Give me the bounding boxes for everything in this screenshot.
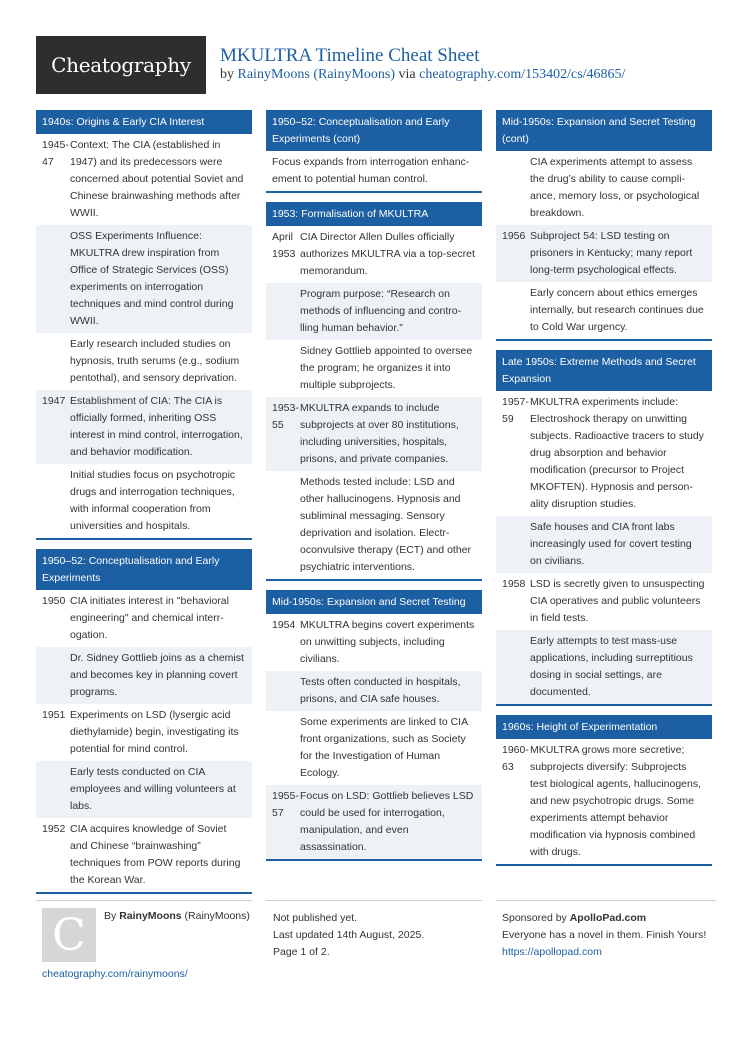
timeline-row bbox=[36, 134, 252, 225]
footer-divider bbox=[496, 900, 716, 901]
row-text: Focus on LSD: Gottlieb believes LSD could be used for interrogation, manipulation, and even assassination. bbox=[300, 790, 474, 853]
row-year bbox=[266, 674, 300, 708]
footer-divider bbox=[36, 900, 252, 901]
timeline-row bbox=[36, 647, 252, 704]
row-text: CIA Director Allen Dulles officially authorizes MKULTRA via a top-secret memorandum. bbox=[300, 231, 475, 277]
timeline-row bbox=[496, 630, 712, 704]
section-box bbox=[266, 110, 482, 193]
byline-via: via bbox=[398, 67, 416, 82]
timeline-row bbox=[266, 283, 482, 340]
row-year bbox=[36, 228, 70, 330]
row-text: CIA initiates interest in "behavioral engineering" and chemical interrogation. bbox=[70, 595, 229, 641]
timeline-row bbox=[496, 739, 712, 864]
row-text: Establishment of CIA: The CIA is officially formed, inheriting OSS interest in mind control, interrogation, and behavior modification. bbox=[70, 395, 243, 458]
column-3 bbox=[496, 110, 712, 875]
footer-author-name[interactable]: RainyMoons bbox=[119, 910, 182, 922]
row-year bbox=[36, 764, 70, 815]
timeline-row bbox=[266, 340, 482, 397]
page-number: Page 1 of 2. bbox=[273, 946, 330, 958]
footer-sponsor bbox=[502, 910, 712, 961]
row-text: Safe houses and CIA front labs increasingly used for covert testing on civilians. bbox=[530, 521, 692, 567]
row-year bbox=[36, 650, 70, 701]
timeline-row bbox=[36, 704, 252, 761]
section-heading: Mid-1950s: Expansion and Secret Testing (cont) bbox=[496, 110, 712, 151]
section-heading: 1950–52: Conceptualisation and Early Experiments bbox=[36, 549, 252, 590]
section-heading: 1953: Formalisation of MKULTRA bbox=[266, 202, 482, 226]
timeline-row bbox=[266, 711, 482, 785]
timeline-row bbox=[266, 397, 482, 471]
footer-author-handle: (RainyMoons) bbox=[184, 910, 250, 922]
timeline-row bbox=[266, 671, 482, 711]
row-year: 1956 bbox=[502, 230, 526, 242]
section-box bbox=[266, 202, 482, 581]
row-year: 1952 bbox=[42, 823, 66, 835]
timeline-row bbox=[496, 516, 712, 573]
section-heading: 1950–52: Conceptualisation and Early Experiments (cont) bbox=[266, 110, 482, 151]
timeline-row bbox=[36, 464, 252, 538]
page-title: MKULTRA Timeline Cheat Sheet bbox=[220, 45, 480, 66]
row-text: Context: The CIA (established in 1947) and its predecessors were concerned about potential Soviet and Chinese brainwashing methods after WWII. bbox=[70, 139, 244, 219]
sheet-url-link[interactable]: cheatography.com/153402/cs/46865/ bbox=[419, 67, 626, 82]
timeline-row bbox=[266, 151, 482, 191]
sponsor-prefix: Sponsored by bbox=[502, 912, 567, 924]
footer-divider bbox=[266, 900, 482, 901]
row-text: Sidney Gottlieb appointed to oversee the program; he organizes it into multiple subprojects. bbox=[300, 345, 473, 391]
timeline-row bbox=[496, 225, 712, 282]
footer-publish-info bbox=[273, 910, 424, 961]
row-year: 1947 bbox=[42, 395, 66, 407]
row-text: Program purpose: “Research on methods of influencing and controlling human behavior.” bbox=[300, 288, 462, 334]
timeline-row bbox=[266, 471, 482, 579]
section-heading: Mid-1950s: Expansion and Secret Testing bbox=[266, 590, 482, 614]
row-text: MKULTRA begins covert experiments on unwitting subjects, including civilians. bbox=[300, 619, 475, 665]
row-year: 1953-55 bbox=[272, 402, 299, 431]
row-year: 1950 bbox=[42, 595, 66, 607]
row-year bbox=[496, 154, 530, 222]
published-status: Not published yet. bbox=[273, 912, 358, 924]
timeline-row bbox=[36, 818, 252, 892]
section-box bbox=[496, 715, 712, 866]
sponsor-line bbox=[502, 910, 712, 927]
row-year: 1951 bbox=[42, 709, 66, 721]
section-box bbox=[36, 549, 252, 894]
column-2 bbox=[266, 110, 482, 870]
section-box bbox=[496, 110, 712, 341]
row-text: Tests often conducted in hospitals, prisons, and CIA safe houses. bbox=[300, 676, 461, 705]
byline-prefix: by bbox=[220, 67, 234, 82]
sponsor-tagline: Everyone has a novel in them. Finish Yours! bbox=[502, 929, 707, 941]
timeline-row bbox=[266, 614, 482, 671]
row-year bbox=[496, 519, 530, 570]
row-text: Some experiments are linked to CIA front organizations, such as Society for the Investigation of Human Ecology. bbox=[300, 716, 468, 779]
row-year: 1957-59 bbox=[502, 396, 529, 425]
last-updated: Last updated 14th August, 2025. bbox=[273, 929, 425, 941]
section-heading: 1940s: Origins & Early CIA Interest bbox=[36, 110, 252, 134]
row-text: Early tests conducted on CIA employees and willing volunteers at labs. bbox=[70, 766, 236, 812]
section-heading: Late 1950s: Extreme Methods and Secret Expansion bbox=[496, 350, 712, 391]
row-year: 1955-57 bbox=[272, 790, 299, 819]
row-year bbox=[266, 474, 300, 576]
row-text: LSD is secretly given to unsuspecting CIA operatives and public volunteers in field tests. bbox=[530, 578, 705, 624]
row-year: 1945-47 bbox=[42, 139, 69, 168]
row-text: MKULTRA grows more secretive; subprojects diversify: Subprojects test biological agents, hallucinogens, and new psychotropic drugs. Some experiments attempt behavior modification via hypnosis combined with drugs. bbox=[530, 744, 702, 858]
row-year bbox=[36, 467, 70, 535]
row-year: 1958 bbox=[502, 578, 526, 590]
row-text: Experiments on LSD (lysergic acid diethylamide) begin, investigating its potential for mind control. bbox=[70, 709, 239, 755]
row-year bbox=[496, 633, 530, 701]
sponsor-name[interactable]: ApolloPad.com bbox=[569, 912, 647, 924]
timeline-row bbox=[496, 573, 712, 630]
row-text: Subproject 54: LSD testing on prisoners in Kentucky; many report long-term psychological effects. bbox=[530, 230, 693, 276]
row-year bbox=[266, 714, 300, 782]
footer-author bbox=[104, 910, 250, 922]
byline bbox=[220, 67, 625, 83]
row-text: Initial studies focus on psychotropic drugs and interrogation techniques, with informal cooperation from universities and hospitals. bbox=[70, 469, 236, 532]
row-text: MKULTRA experiments include: Electroshock therapy on unwitting subjects. Radioactive tracers to study drug absorption and behavior modification (precursor to Project MKOFTEN). Hypnosis and personality disruption studies. bbox=[530, 396, 704, 510]
section-heading: 1960s: Height of Experimentation bbox=[496, 715, 712, 739]
section-box bbox=[266, 590, 482, 861]
timeline-row bbox=[266, 785, 482, 859]
row-year: April 1953 bbox=[272, 231, 296, 260]
page-footer bbox=[36, 900, 716, 990]
row-text: OSS Experiments Influence: MKULTRA drew inspiration from Office of Strategic Services (OSS) experiments on interrogation techniques and mind control during WWII. bbox=[70, 230, 234, 327]
author-link[interactable]: RainyMoons (RainyMoons) bbox=[237, 67, 395, 82]
section-box bbox=[36, 110, 252, 540]
row-text: Focus expands from interrogation enhancement to potential human control. bbox=[272, 156, 470, 185]
row-year bbox=[266, 286, 300, 337]
row-year bbox=[496, 285, 530, 336]
author-avatar[interactable]: C bbox=[42, 908, 96, 962]
row-text: CIA experiments attempt to assess the drug’s ability to cause compliance, memory loss, or psychological breakdown. bbox=[530, 156, 700, 219]
timeline-row bbox=[266, 226, 482, 283]
timeline-row bbox=[496, 391, 712, 516]
row-year: 1960-63 bbox=[502, 744, 529, 773]
timeline-row bbox=[36, 333, 252, 390]
row-year bbox=[36, 336, 70, 387]
timeline-row bbox=[36, 390, 252, 464]
timeline-row bbox=[496, 151, 712, 225]
timeline-row bbox=[496, 282, 712, 339]
timeline-row bbox=[36, 225, 252, 333]
row-text: Early research included studies on hypnosis, truth serums (e.g., sodium pentothal), and sensory deprivation. bbox=[70, 338, 240, 384]
row-year: 1954 bbox=[272, 619, 296, 631]
row-text: Early attempts to test mass-use applications, including surreptitious dosing in social settings, are documented. bbox=[530, 635, 693, 698]
row-text: Early concern about ethics emerges internally, but research continues due to Cold War urgency. bbox=[530, 287, 704, 333]
row-text: MKULTRA expands to include subprojects at over 80 institutions, including universities, hospitals, prisons, and private companies. bbox=[300, 402, 459, 465]
footer-author-url[interactable]: cheatography.com/rainymoons/ bbox=[42, 968, 188, 980]
sponsor-url[interactable]: https://apollopad.com bbox=[502, 946, 602, 958]
row-text: CIA acquires knowledge of Soviet and Chinese “brainwashing” techniques from POW reports during the Korean War. bbox=[70, 823, 241, 886]
page-header bbox=[36, 36, 716, 94]
row-year bbox=[266, 343, 300, 394]
footer-by-prefix: By bbox=[104, 910, 117, 922]
timeline-row bbox=[36, 761, 252, 818]
row-text: Dr. Sidney Gottlieb joins as a chemist and becomes key in planning covert programs. bbox=[70, 652, 244, 698]
section-box bbox=[496, 350, 712, 706]
timeline-row bbox=[36, 590, 252, 647]
column-1 bbox=[36, 110, 252, 903]
row-text: Methods tested include: LSD and other hallucinogens. Hypnosis and subliminal messaging. Sensory deprivation and isolation. Electroconvulsive therapy (ECT) and other psychiatric interventions. bbox=[300, 476, 471, 573]
cheatography-logo[interactable]: Cheatography bbox=[36, 36, 206, 94]
